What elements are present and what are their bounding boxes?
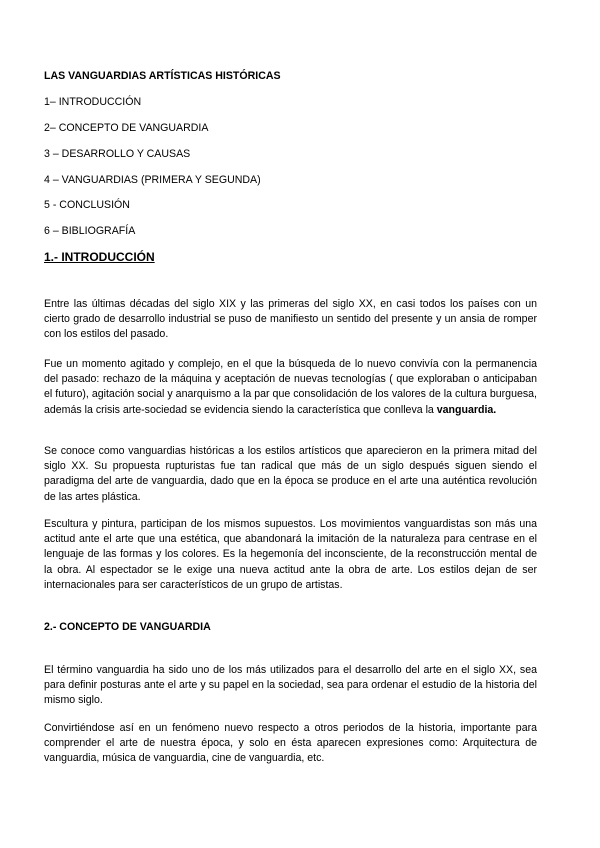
toc-item: 5 - CONCLUSIÓN	[44, 199, 130, 211]
emphasis-text: vanguardia.	[436, 403, 497, 416]
document-title: LAS VANGUARDIAS ARTÍSTICAS HISTÓRICAS	[44, 70, 281, 82]
paragraph	[44, 357, 537, 418]
paragraph: Escultura y pintura, participan de los mismos supuestos. Los movimientos vanguardistas son más una actitud ante el arte que una estética, que abandonará la imitación de la naturaleza para centrase en el lenguaje de las formas y los colores. Es la hegemonía del inconsciente, de la reconstrucción mental de la obra. Al espectador se le exige una nueva actitud ante la obra de arte. Los estilos dejan de ser internacionales para ser característicos de un grupo de artistas.	[44, 518, 537, 591]
toc-item: 6 – BIBLIOGRAFÍA	[44, 225, 136, 237]
toc-item: 3 – DESARROLLO Y CAUSAS	[44, 148, 191, 160]
toc-item: 1– INTRODUCCIÓN	[44, 96, 142, 108]
section-heading-concepto: 2.- CONCEPTO DE VANGUARDIA	[44, 621, 211, 633]
toc-item: 4 – VANGUARDIAS (PRIMERA Y SEGUNDA)	[44, 174, 261, 186]
section-heading-introduccion: 1.- INTRODUCCIÓN	[44, 250, 155, 264]
paragraph: Se conoce como vanguardias históricas a los estilos artísticos que aparecieron en la primera mitad del siglo XX. Su propuesta rupturistas fue tan radical que más de un siglo después siguen siendo el paradigma del arte de vanguardia, dado que en la época se produce en el arte una auténtica revolución de las artes plástica.	[44, 445, 537, 503]
toc-item: 2– CONCEPTO DE VANGUARDIA	[44, 122, 209, 134]
paragraph-text: Fue un momento agitado y complejo, en el que la búsqueda de lo nuevo convivía con la permanencia del pasado: rechazo de la máquina y aceptación de nuevas tecnologías ( que exploraban o anticipaban el futuro), agitación social y anarquismo a la par que consolidación de los valores de la cultura burguesa, además la crisis arte-sociedad se evidencia siendo la característica que conlleva la	[44, 358, 537, 416]
paragraph: Convirtiéndose así en un fenómeno nuevo respecto a otros periodos de la historia, importante para comprender el arte de nuestra época, y solo en ésta aparecen expresiones como: Arquitectura de vanguardia, música de vanguardia, cine de vanguardia, etc.	[44, 722, 537, 765]
paragraph: Entre las últimas décadas del siglo XIX y las primeras del siglo XX, en casi todos los países con un cierto grado de desarrollo industrial se puso de manifiesto un sentido del presente y un ansia de romper con los estilos del pasado.	[44, 298, 537, 341]
paragraph: El término vanguardia ha sido uno de los más utilizados para el desarrollo del arte en el siglo XX, sea para definir posturas ante el arte y su papel en la sociedad, sea para ordenar el estudio de la historia del mismo siglo.	[44, 664, 537, 707]
